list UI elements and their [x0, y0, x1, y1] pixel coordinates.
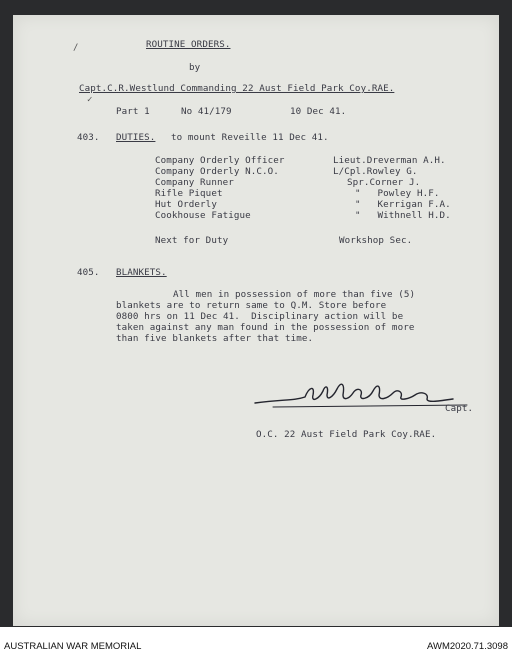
commander-line: Capt.C.R.Westlund Commanding 22 Aust Field Park Coy.RAE. — [79, 83, 395, 94]
paragraph-line: 0800 hrs on 11 Dec 41. Disciplinary action will be — [116, 311, 404, 322]
duty-person: Spr.Corner J. — [347, 177, 421, 188]
duty-person: " Powley H.F. — [355, 188, 440, 199]
next-duty-value: Workshop Sec. — [339, 235, 413, 246]
archive-reference: AWM2020.71.3098 — [427, 641, 508, 652]
paragraph-line: taken against any man found in the possession of more — [116, 322, 415, 333]
section-405-number: 405. — [77, 267, 100, 278]
pen-mark: ✓ — [87, 95, 93, 105]
duty-role: Company Orderly Officer — [155, 155, 285, 166]
order-number: No 41/179 — [181, 106, 232, 117]
duty-person: " Withnell H.D. — [355, 210, 451, 221]
pen-mark: / — [73, 43, 79, 53]
section-405-title: BLANKETS. — [116, 267, 167, 278]
duty-role: Hut Orderly — [155, 199, 217, 210]
duty-role: Company Runner — [155, 177, 234, 188]
part-label: Part 1 — [116, 106, 150, 117]
duty-person: " Kerrigan F.A. — [355, 199, 451, 210]
paragraph-line: blankets are to return same to Q.M. Store before — [116, 300, 387, 311]
duty-role: Rifle Piquet — [155, 188, 223, 199]
order-date: 10 Dec 41. — [290, 106, 347, 117]
section-403-number: 403. — [77, 132, 100, 143]
paragraph-line: All men in possession of more than five (5) — [173, 289, 416, 300]
duty-role: Company Orderly N.C.O. — [155, 166, 279, 177]
signature-rank: Capt. — [445, 403, 474, 414]
duty-person: Lieut.Dreverman A.H. — [333, 155, 446, 166]
document-heading: ROUTINE ORDERS. — [146, 39, 231, 50]
section-403-title: DUTIES. — [116, 132, 156, 143]
paragraph-line: than five blankets after that time. — [116, 333, 314, 344]
duty-role: Cookhouse Fatigue — [155, 210, 251, 221]
section-403-text: to mount Reveille 11 Dec 41. — [171, 132, 329, 143]
archive-footer — [0, 627, 512, 653]
by-line: by — [189, 62, 201, 73]
signature-title: O.C. 22 Aust Field Park Coy.RAE. — [256, 429, 437, 440]
duty-person: L/Cpl.Rowley G. — [333, 166, 418, 177]
archive-name: AUSTRALIAN WAR MEMORIAL — [4, 641, 142, 652]
next-duty-label: Next for Duty — [155, 235, 229, 246]
document-page — [13, 15, 499, 626]
